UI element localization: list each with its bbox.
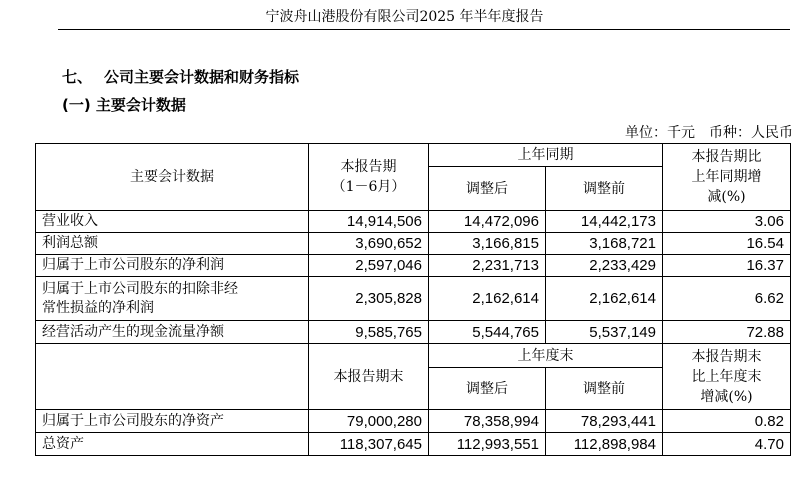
- value-adjusted: 3,166,815: [429, 233, 546, 255]
- value-before-adjustment: 2,233,429: [546, 255, 663, 277]
- table-row: [36, 410, 791, 433]
- value-current: 9,585,765: [309, 321, 429, 344]
- header-before-adjustment: 调整前: [546, 167, 663, 211]
- value-change: 16.54: [663, 233, 791, 255]
- value-adjusted: 78,358,994: [429, 410, 546, 433]
- value-adjusted: 112,993,551: [429, 433, 546, 456]
- table-row: [36, 277, 791, 321]
- header-last-year-end: 上年度末: [429, 344, 663, 368]
- row-label: 利润总额: [36, 233, 309, 255]
- currency-label: 币种：人民币: [709, 125, 793, 141]
- section-heading: [62, 66, 299, 87]
- value-change: 6.62: [663, 277, 791, 321]
- header-before-adjustment: 调整前: [546, 368, 663, 410]
- section-number: 七、: [62, 68, 93, 86]
- value-adjusted: 2,231,713: [429, 255, 546, 277]
- value-before-adjustment: 112,898,984: [546, 433, 663, 456]
- header-last-year-same-period: 上年同期: [429, 144, 663, 167]
- value-before-adjustment: 14,442,173: [546, 211, 663, 233]
- header-adjusted: 调整后: [429, 167, 546, 211]
- row-label: 经营活动产生的现金流量净额: [36, 321, 309, 344]
- header-period-end: 本报告期末: [309, 344, 429, 410]
- header-change-percent: 本报告期比 上年同期增 减(%): [663, 144, 791, 211]
- value-current: 2,305,828: [309, 277, 429, 321]
- value-change: 72.88: [663, 321, 791, 344]
- header-change-percent: 本报告期末 比上年度末 增减(%): [663, 344, 791, 410]
- page-header-title: 宁波舟山港股份有限公司2025 年半年度报告: [265, 9, 544, 25]
- value-adjusted: 14,472,096: [429, 211, 546, 233]
- table-row: [36, 211, 791, 233]
- value-before-adjustment: 78,293,441: [546, 410, 663, 433]
- header-item: 主要会计数据: [36, 144, 309, 211]
- value-change: 3.06: [663, 211, 791, 233]
- units-line: [611, 122, 793, 142]
- header-adjusted: 调整后: [429, 368, 546, 410]
- unit-label: 单位：千元: [625, 125, 695, 141]
- value-adjusted: 2,162,614: [429, 277, 546, 321]
- value-change: 16.37: [663, 255, 791, 277]
- value-current: 14,914,506: [309, 211, 429, 233]
- table-row: [36, 255, 791, 277]
- row-label: 营业收入: [36, 211, 309, 233]
- table-row: [36, 321, 791, 344]
- header-item-blank: [36, 344, 309, 410]
- value-before-adjustment: 2,162,614: [546, 277, 663, 321]
- header-current-period: 本报告期 （1－6月）: [309, 144, 429, 211]
- value-before-adjustment: 3,168,721: [546, 233, 663, 255]
- value-current: 79,000,280: [309, 410, 429, 433]
- value-current: 2,597,046: [309, 255, 429, 277]
- value-adjusted: 5,544,765: [429, 321, 546, 344]
- value-before-adjustment: 5,537,149: [546, 321, 663, 344]
- table-row: [36, 433, 791, 456]
- section-title: 公司主要会计数据和财务指标: [104, 68, 300, 86]
- value-current: 3,690,652: [309, 233, 429, 255]
- header-rule: [58, 29, 790, 30]
- value-change: 4.70: [663, 433, 791, 456]
- table-row: [36, 233, 791, 255]
- row-label: 总资产: [36, 433, 309, 456]
- subsection-heading: (一) 主要会计数据: [62, 96, 186, 114]
- row-label: 归属于上市公司股东的扣除非经 常性损益的净利润: [36, 277, 309, 321]
- value-current: 118,307,645: [309, 433, 429, 456]
- row-label: 归属于上市公司股东的净利润: [36, 255, 309, 277]
- value-change: 0.82: [663, 410, 791, 433]
- financial-data-table: [35, 143, 791, 456]
- row-label: 归属于上市公司股东的净资产: [36, 410, 309, 433]
